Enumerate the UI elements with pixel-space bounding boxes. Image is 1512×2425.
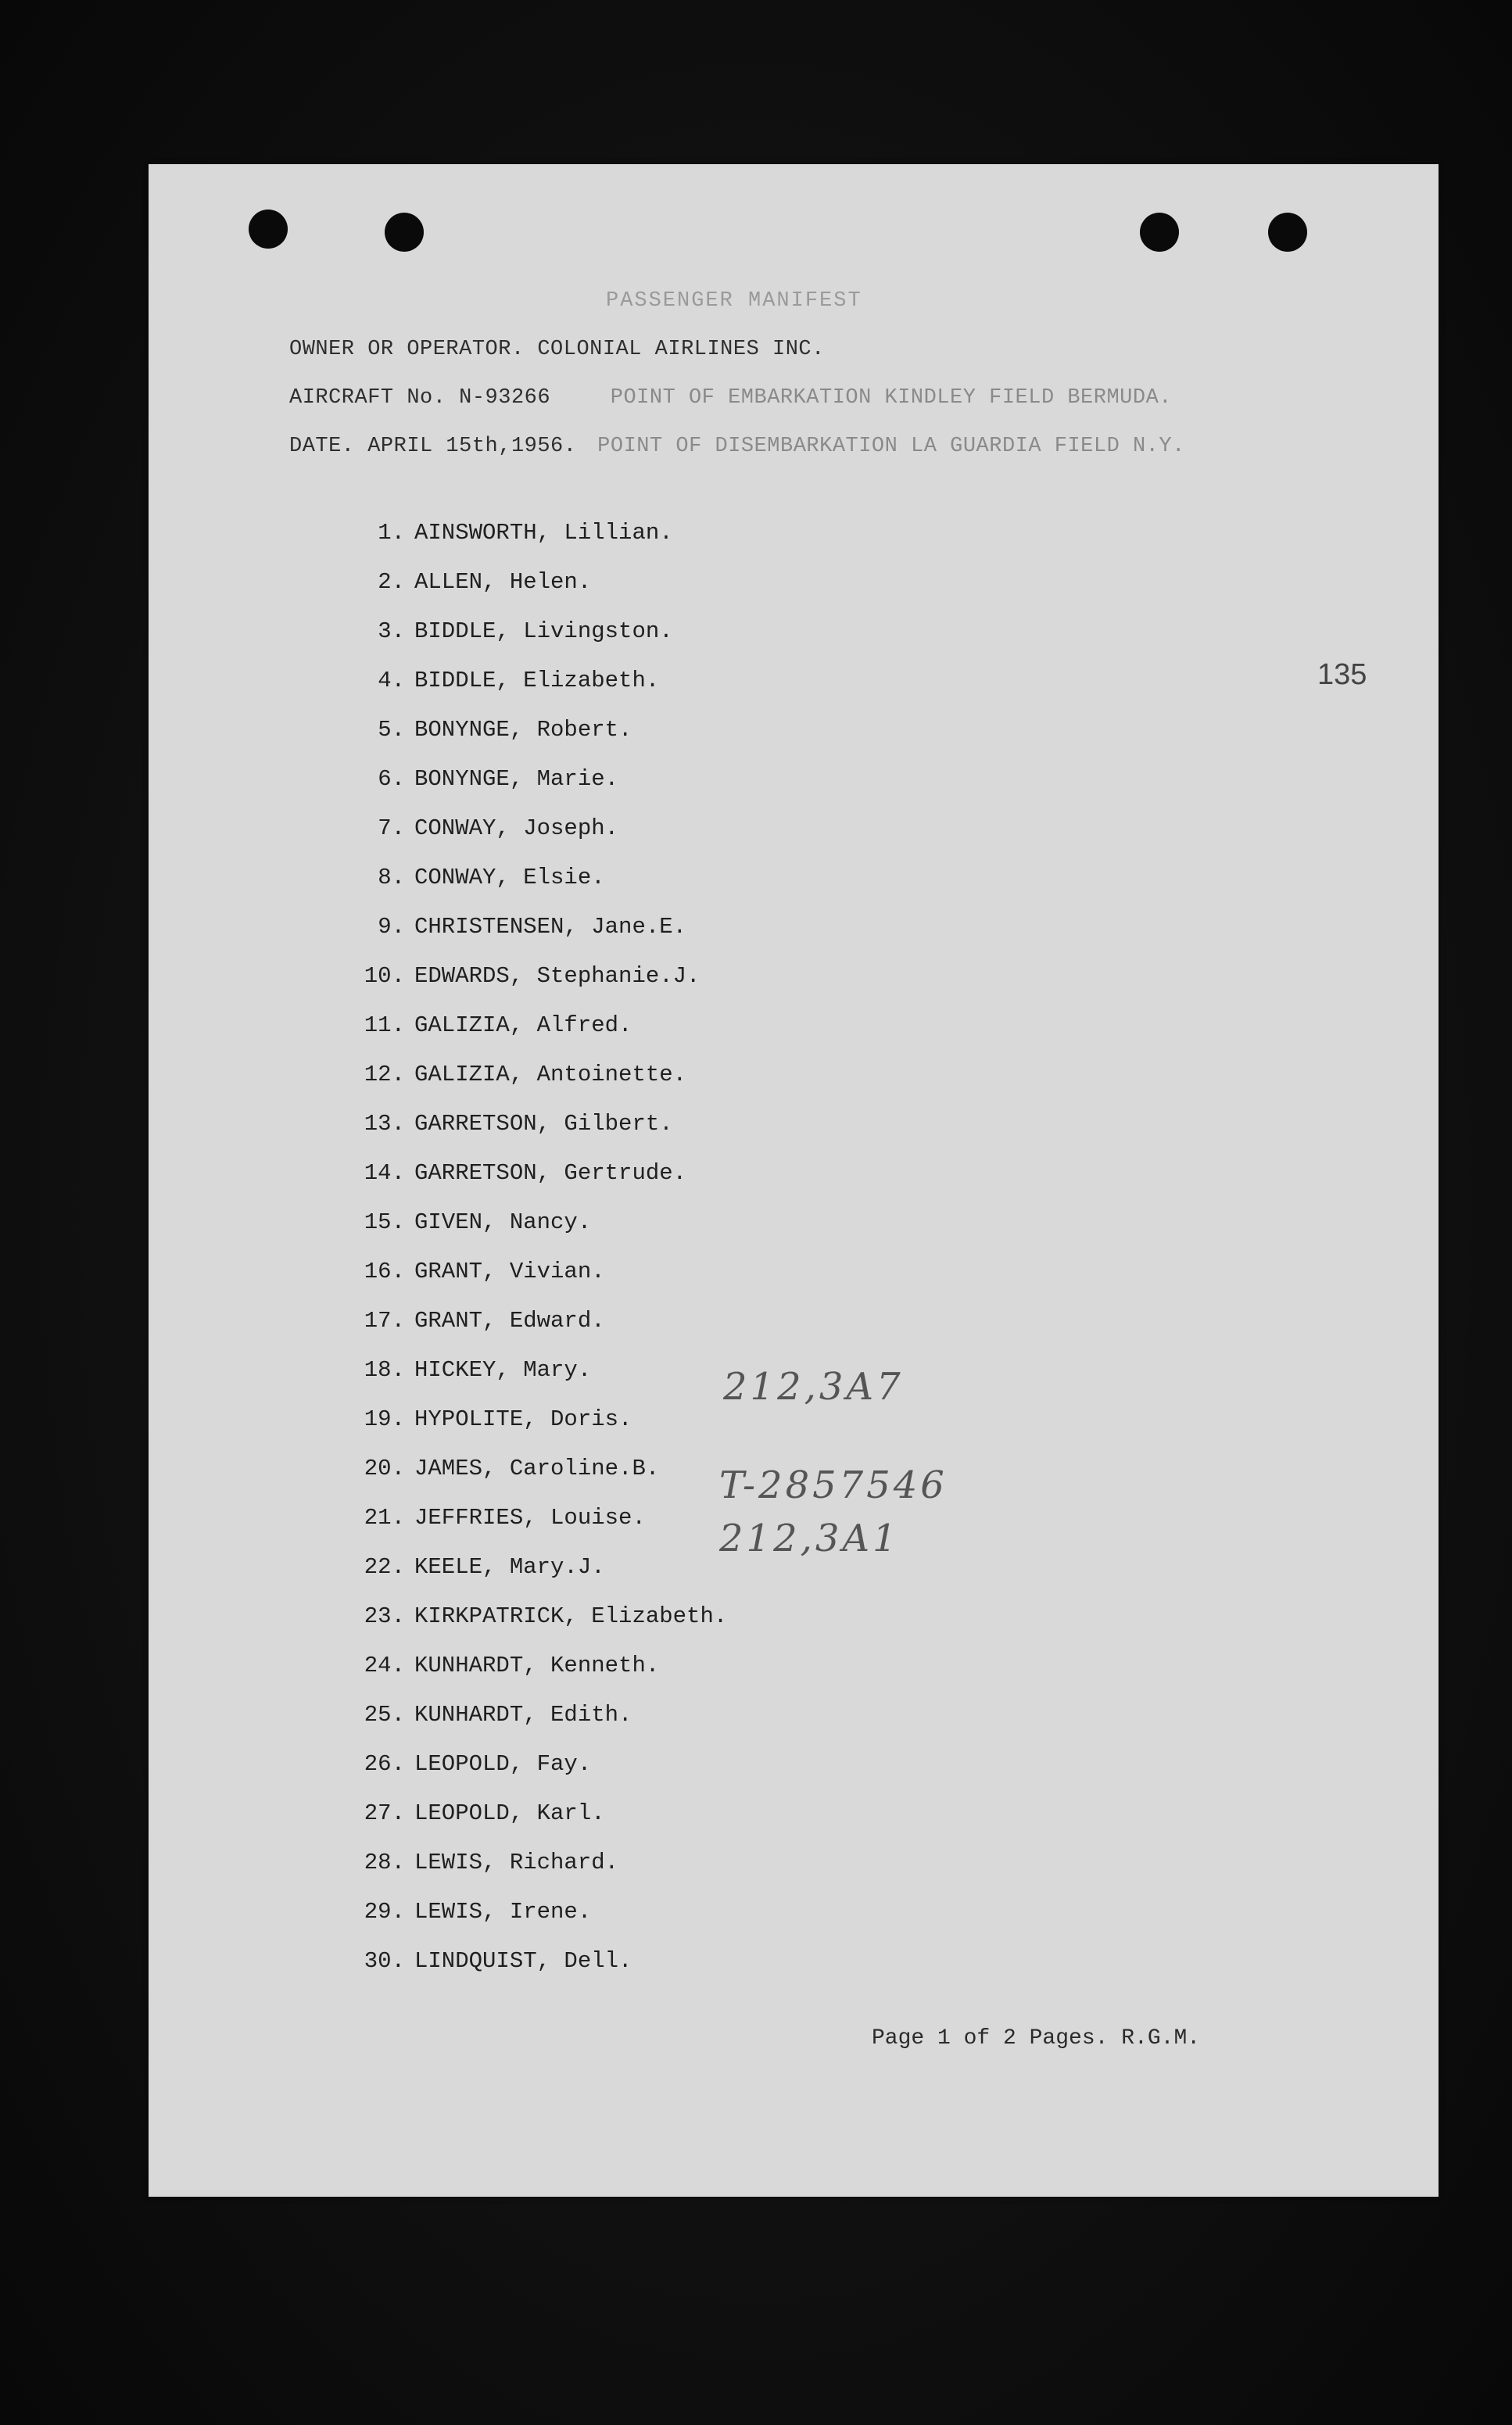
passenger-number: 7. [378,815,405,841]
passenger-number: 25. [364,1702,405,1728]
passenger-number: 5. [378,717,405,743]
list-item [360,1444,727,1493]
passenger-number: 11. [364,1012,405,1038]
passenger-number: 4. [378,668,405,693]
passenger-name: KUNHARDT, Edith. [414,1702,632,1728]
passenger-number: 12. [364,1062,405,1087]
list-item [360,1247,727,1296]
list-item [360,754,727,804]
list-item [360,1099,727,1148]
passenger-number: 16. [364,1259,405,1284]
date-line [289,435,1185,458]
embarkation-point: POINT OF EMBARKATION KINDLEY FIELD BERMUDA. [610,386,1172,410]
page-number-stamp: 135 [1317,658,1367,691]
passenger-name: GALIZIA, Antoinette. [414,1062,687,1087]
passenger-number: 22. [364,1554,405,1580]
passenger-name: BIDDLE, Elizabeth. [414,668,660,693]
passenger-number: 28. [364,1850,405,1875]
list-item [360,1936,727,1986]
passenger-name: BIDDLE, Livingston. [414,618,673,644]
list-item [360,804,727,853]
list-item [360,1493,727,1542]
punch-hole [385,213,424,252]
passenger-number: 27. [364,1800,405,1826]
passenger-name: ALLEN, Helen. [414,569,592,595]
list-item [360,1345,727,1395]
passenger-name: EDWARDS, Stephanie.J. [414,963,700,989]
passenger-number: 24. [364,1653,405,1678]
passenger-number: 1. [378,520,405,546]
list-item [360,1296,727,1345]
passenger-name: CHRISTENSEN, Jane.E. [414,914,687,940]
owner-line: OWNER OR OPERATOR. COLONIAL AIRLINES INC. [289,338,825,361]
list-item [360,656,727,705]
passenger-number: 19. [364,1406,405,1432]
punch-hole [249,210,288,249]
list-item [360,1542,727,1592]
list-item [360,853,727,902]
list-item [360,1592,727,1641]
passenger-name: GIVEN, Nancy. [414,1209,592,1235]
passenger-number: 2. [378,569,405,595]
passenger-name: GARRETSON, Gilbert. [414,1111,673,1137]
punch-hole [1268,213,1307,252]
passenger-name: KEELE, Mary.J. [414,1554,605,1580]
passenger-name: BONYNGE, Robert. [414,717,632,743]
list-item [360,557,727,607]
passenger-name: GRANT, Vivian. [414,1259,605,1284]
passenger-number: 20. [364,1456,405,1481]
list-item [360,1887,727,1936]
list-item [360,1789,727,1838]
passenger-name: GRANT, Edward. [414,1308,605,1334]
aircraft-number: AIRCRAFT No. N-93266 [289,386,551,410]
list-item [360,1395,727,1444]
list-item [360,705,727,754]
passenger-number: 15. [364,1209,405,1235]
passenger-name: LINDQUIST, Dell. [414,1948,632,1974]
passenger-name: LEOPOLD, Fay. [414,1751,592,1777]
aircraft-line [289,386,1172,410]
passenger-number: 6. [378,766,405,792]
passenger-name: CONWAY, Joseph. [414,815,619,841]
handwritten-note: 212,3A7 [723,1365,904,1409]
passenger-number: 26. [364,1751,405,1777]
manifest-date: DATE. APRIL 15th,1956. [289,435,577,458]
passenger-name: LEWIS, Richard. [414,1850,619,1875]
passenger-number: 30. [364,1948,405,1974]
passenger-number: 10. [364,963,405,989]
passenger-list [360,508,727,1986]
passenger-name: HYPOLITE, Doris. [414,1406,632,1432]
passenger-name: JEFFRIES, Louise. [414,1505,646,1531]
disembarkation-point: POINT OF DISEMBARKATION LA GUARDIA FIELD N.Y. [597,435,1185,458]
list-item [360,1838,727,1887]
passenger-number: 14. [364,1160,405,1186]
passenger-name: KUNHARDT, Kenneth. [414,1653,660,1678]
page-footer: Page 1 of 2 Pages. R.G.M. [872,2026,1201,2051]
list-item [360,1050,727,1099]
passenger-number: 23. [364,1603,405,1629]
punch-hole [1140,213,1179,252]
passenger-name: KIRKPATRICK, Elizabeth. [414,1603,728,1629]
passenger-name: AINSWORTH, Lillian. [414,520,673,546]
list-item [360,1148,727,1198]
passenger-number: 13. [364,1111,405,1137]
passenger-number: 8. [378,865,405,890]
list-item [360,1641,727,1690]
list-item [360,1690,727,1739]
list-item [360,1198,727,1247]
passenger-name: LEWIS, Irene. [414,1899,592,1925]
document-title: PASSENGER MANIFEST [606,289,862,313]
handwritten-note: T-2857546 [719,1463,948,1507]
passenger-name: JAMES, Caroline.B. [414,1456,660,1481]
passenger-name: GARRETSON, Gertrude. [414,1160,687,1186]
passenger-name: LEOPOLD, Karl. [414,1800,605,1826]
passenger-name: GALIZIA, Alfred. [414,1012,632,1038]
passenger-name: HICKEY, Mary. [414,1357,592,1383]
manifest-page [149,164,1439,2197]
passenger-number: 3. [378,618,405,644]
list-item [360,607,727,656]
passenger-name: CONWAY, Elsie. [414,865,605,890]
passenger-number: 29. [364,1899,405,1925]
list-item [360,902,727,951]
passenger-number: 18. [364,1357,405,1383]
list-item [360,1739,727,1789]
list-item [360,508,727,557]
passenger-number: 17. [364,1308,405,1334]
passenger-name: BONYNGE, Marie. [414,766,619,792]
handwritten-note: 212,3A1 [719,1517,900,1560]
list-item [360,951,727,1001]
passenger-number: 21. [364,1505,405,1531]
passenger-number: 9. [378,914,405,940]
list-item [360,1001,727,1050]
